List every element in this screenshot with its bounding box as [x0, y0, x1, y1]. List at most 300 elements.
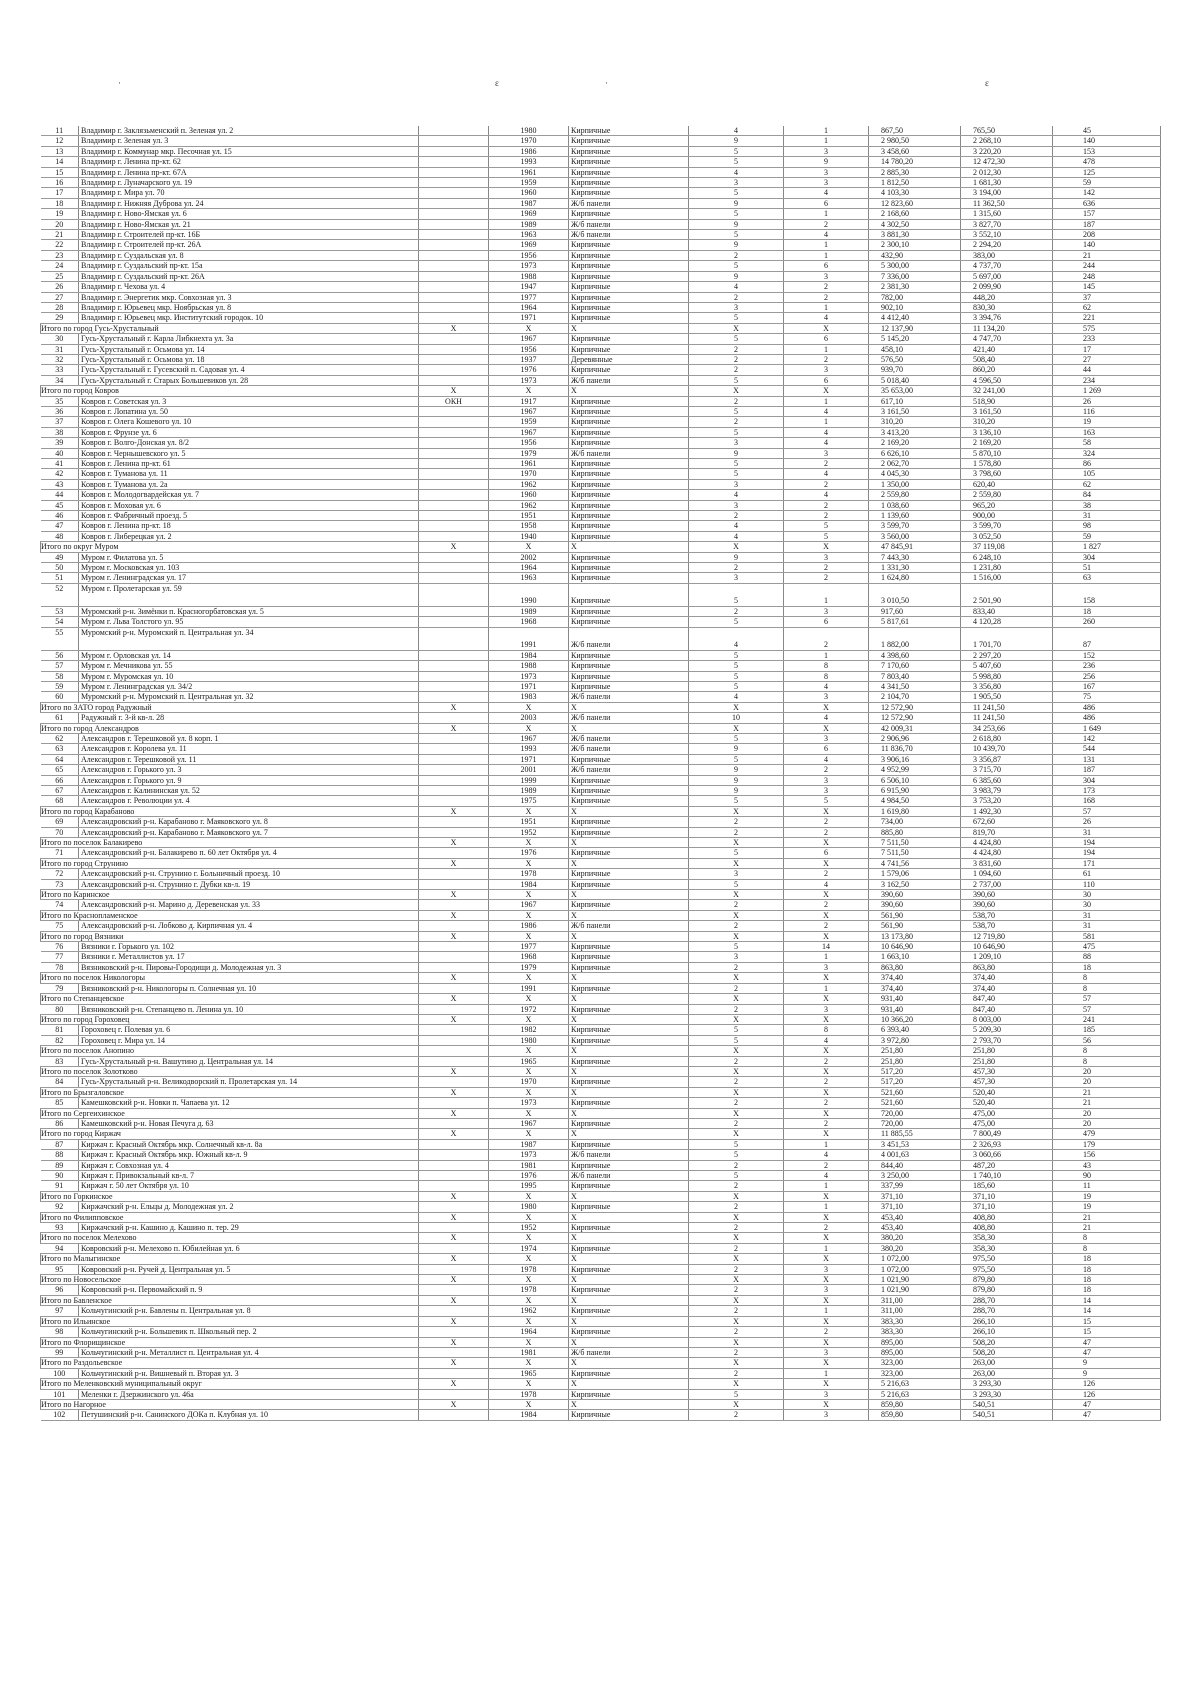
row-number: 100	[41, 1368, 79, 1378]
entrances-cell: 3	[784, 365, 869, 375]
entrances-cell: 6	[784, 375, 869, 385]
address-cell: Александров г. Королева ул. 11	[79, 744, 419, 754]
year-cell: X	[489, 386, 569, 396]
entrances-cell: 3	[784, 733, 869, 743]
entrances-cell: 4	[784, 879, 869, 889]
heritage-cell: X	[419, 838, 489, 848]
floors-cell: X	[689, 1212, 784, 1222]
address-cell: Ковровский р-н. Мелехово п. Юбилейная ул. 6	[79, 1243, 419, 1253]
residents-cell: 63	[1053, 573, 1161, 583]
floors-cell: 2	[689, 1077, 784, 1087]
year-cell: X	[489, 910, 569, 920]
address-cell: Гусь-Хрустальный г. Старых Большевиков ул. 28	[79, 375, 419, 385]
table-row	[41, 617, 1161, 627]
residents-cell: 31	[1053, 511, 1161, 521]
floors-cell: 9	[689, 744, 784, 754]
year-cell: 1984	[489, 879, 569, 889]
material-cell: Кирпичные	[569, 1077, 689, 1087]
floors-cell: 2	[689, 1327, 784, 1337]
table-row	[41, 765, 1161, 775]
year-cell: 1967	[489, 1118, 569, 1128]
material-cell: Кирпичные	[569, 500, 689, 510]
year-cell: X	[489, 994, 569, 1004]
material-cell: Кирпичные	[569, 671, 689, 681]
living-area-cell: 3 293,30	[961, 1379, 1053, 1389]
residents-cell: 18	[1053, 1264, 1161, 1274]
address-cell: Камешковский р-н. Новая Печуга д. 63	[79, 1118, 419, 1128]
row-number: 28	[41, 302, 79, 312]
year-cell: 1965	[489, 1056, 569, 1066]
table-row	[41, 606, 1161, 616]
year-cell: 1967	[489, 334, 569, 344]
total-area-cell: 371,10	[869, 1191, 961, 1201]
table-row	[41, 827, 1161, 837]
year-cell: 1973	[489, 671, 569, 681]
residents-cell: 30	[1053, 900, 1161, 910]
total-area-cell: 311,00	[869, 1306, 961, 1316]
living-area-cell: 3 220,20	[961, 146, 1053, 156]
floors-cell: 2	[689, 1223, 784, 1233]
table-row	[41, 459, 1161, 469]
total-row	[41, 723, 1161, 733]
material-cell: X	[569, 838, 689, 848]
residents-cell: 544	[1053, 744, 1161, 754]
year-cell: 1983	[489, 692, 569, 702]
floors-cell: X	[689, 973, 784, 983]
total-area-cell: 3 881,30	[869, 230, 961, 240]
year-cell: 1969	[489, 240, 569, 250]
address-cell: Киржач г. Красный Октябрь мкр. Солнечный кв-л. 8а	[79, 1139, 419, 1149]
floors-cell: 9	[689, 552, 784, 562]
entrances-cell: 8	[784, 671, 869, 681]
floors-cell: X	[689, 1087, 784, 1097]
total-area-cell: 4 341,50	[869, 681, 961, 691]
table-row	[41, 671, 1161, 681]
address-cell: Александровский р-н. Струнино г. Дубки кв-л. 19	[79, 879, 419, 889]
scan-mark: ε	[985, 78, 989, 88]
year-cell: 1993	[489, 744, 569, 754]
year-cell: 1959	[489, 417, 569, 427]
heritage-cell: X	[419, 994, 489, 1004]
entrances-cell: 3	[784, 962, 869, 972]
entrances-cell: 6	[784, 198, 869, 208]
total-area-cell: 5 145,20	[869, 334, 961, 344]
table-row	[41, 817, 1161, 827]
year-cell: X	[489, 1337, 569, 1347]
material-cell: Кирпичные	[569, 126, 689, 136]
total-area-cell: 895,00	[869, 1337, 961, 1347]
material-cell: Кирпичные	[569, 869, 689, 879]
heritage-cell	[419, 1223, 489, 1233]
entrances-cell: X	[784, 1129, 869, 1139]
entrances-cell: X	[784, 1212, 869, 1222]
total-area-cell: 517,20	[869, 1066, 961, 1076]
address-cell: Итого по город Александров	[41, 723, 419, 733]
year-cell: X	[489, 890, 569, 900]
address-cell: Ковров г. Моховая ул. 6	[79, 500, 419, 510]
floors-cell: X	[689, 1337, 784, 1347]
heritage-cell: X	[419, 858, 489, 868]
material-cell: Ж/б панели	[569, 713, 689, 723]
table-row	[41, 1098, 1161, 1108]
address-cell: Муром г. Ленинградская ул. 34/2	[79, 681, 419, 691]
year-cell: X	[489, 931, 569, 941]
floors-cell: 9	[689, 198, 784, 208]
address-cell: Итого по город Ковров	[41, 386, 419, 396]
material-cell: Кирпичные	[569, 302, 689, 312]
entrances-cell: 2	[784, 292, 869, 302]
residents-cell: 185	[1053, 1025, 1161, 1035]
floors-cell: 9	[689, 219, 784, 229]
row-number: 72	[41, 869, 79, 879]
table-row	[41, 178, 1161, 188]
year-cell: 1967	[489, 900, 569, 910]
floors-cell: X	[689, 702, 784, 712]
table-row	[41, 1202, 1161, 1212]
residents-cell: 14	[1053, 1306, 1161, 1316]
material-cell: Кирпичные	[569, 1306, 689, 1316]
material-cell: Кирпичные	[569, 396, 689, 406]
heritage-cell	[419, 733, 489, 743]
material-cell: Кирпичные	[569, 952, 689, 962]
floors-cell: 5	[689, 459, 784, 469]
entrances-cell: 2	[784, 765, 869, 775]
residents-cell: 58	[1053, 438, 1161, 448]
row-number: 61	[41, 713, 79, 723]
total-area-cell: 3 451,53	[869, 1139, 961, 1149]
residents-cell: 324	[1053, 448, 1161, 458]
heritage-cell	[419, 448, 489, 458]
table-row	[41, 1077, 1161, 1087]
floors-cell: 5	[689, 583, 784, 606]
residents-cell: 187	[1053, 765, 1161, 775]
table-row	[41, 240, 1161, 250]
floors-cell: 2	[689, 962, 784, 972]
material-cell: Кирпичные	[569, 167, 689, 177]
heritage-cell	[419, 606, 489, 616]
material-cell: Кирпичные	[569, 146, 689, 156]
entrances-cell: 3	[784, 692, 869, 702]
entrances-cell: 3	[784, 606, 869, 616]
address-cell: Гусь-Хрустальный р-н. Великодворский п. Пролетарская ул. 14	[79, 1077, 419, 1087]
table-row	[41, 921, 1161, 931]
heritage-cell	[419, 1098, 489, 1108]
year-cell: 1980	[489, 1202, 569, 1212]
material-cell: Кирпичные	[569, 271, 689, 281]
table-row	[41, 230, 1161, 240]
table-row	[41, 126, 1161, 136]
row-number: 83	[41, 1056, 79, 1066]
row-number: 89	[41, 1160, 79, 1170]
residents-cell: 75	[1053, 692, 1161, 702]
address-cell: Киржач г. Привокзальный кв-л. 7	[79, 1171, 419, 1181]
heritage-cell: X	[419, 1254, 489, 1264]
living-area-cell: 6 385,60	[961, 775, 1053, 785]
row-number: 54	[41, 617, 79, 627]
material-cell: Кирпичные	[569, 521, 689, 531]
year-cell: 1956	[489, 344, 569, 354]
year-cell: X	[489, 806, 569, 816]
residents-cell: 18	[1053, 1285, 1161, 1295]
total-area-cell: 1 072,00	[869, 1254, 961, 1264]
address-cell: Итого по Горкинское	[41, 1191, 419, 1201]
row-number: 91	[41, 1181, 79, 1191]
year-cell: 1968	[489, 617, 569, 627]
address-cell: Владимир г. Строителей пр-кт. 26А	[79, 240, 419, 250]
row-number: 52	[41, 583, 79, 606]
total-area-cell: 2 300,10	[869, 240, 961, 250]
living-area-cell: 408,80	[961, 1223, 1053, 1233]
scan-mark: ε	[495, 78, 499, 88]
living-area-cell: 5 407,60	[961, 661, 1053, 671]
entrances-cell: X	[784, 1233, 869, 1243]
table-row	[41, 713, 1161, 723]
total-row	[41, 1087, 1161, 1097]
living-area-cell: 520,40	[961, 1087, 1053, 1097]
table-row	[41, 650, 1161, 660]
address-cell: Александровский р-н. Балакирево п. 60 лет Октября ул. 4	[79, 848, 419, 858]
living-area-cell: 3 831,60	[961, 858, 1053, 868]
year-cell: 1964	[489, 1327, 569, 1337]
floors-cell: X	[689, 806, 784, 816]
total-row	[41, 1212, 1161, 1222]
row-number: 86	[41, 1118, 79, 1128]
table-row	[41, 406, 1161, 416]
heritage-cell	[419, 692, 489, 702]
year-cell: 1976	[489, 365, 569, 375]
living-area-cell: 2 737,00	[961, 879, 1053, 889]
heritage-cell	[419, 573, 489, 583]
entrances-cell: 2	[784, 1056, 869, 1066]
heritage-cell	[419, 775, 489, 785]
residents-cell: 478	[1053, 157, 1161, 167]
address-cell: Владимир г. Юрьевец мкр. Институтский городок. 10	[79, 313, 419, 323]
year-cell: 1947	[489, 282, 569, 292]
total-area-cell: 390,60	[869, 900, 961, 910]
total-area-cell: 2 559,80	[869, 490, 961, 500]
entrances-cell: 2	[784, 573, 869, 583]
entrances-cell: 4	[784, 427, 869, 437]
heritage-cell	[419, 292, 489, 302]
row-number: 79	[41, 983, 79, 993]
residents-cell: 59	[1053, 531, 1161, 541]
floors-cell: X	[689, 890, 784, 900]
floors-cell: 4	[689, 167, 784, 177]
heritage-cell	[419, 1243, 489, 1253]
living-area-cell: 288,70	[961, 1295, 1053, 1305]
table-row	[41, 552, 1161, 562]
total-area-cell: 42 009,31	[869, 723, 961, 733]
residents-cell: 21	[1053, 1212, 1161, 1222]
heritage-cell	[419, 1056, 489, 1066]
floors-cell: 9	[689, 765, 784, 775]
total-area-cell: 859,80	[869, 1410, 961, 1420]
year-cell: 1993	[489, 157, 569, 167]
floors-cell: 5	[689, 188, 784, 198]
row-number: 39	[41, 438, 79, 448]
living-area-cell: 3 060,66	[961, 1150, 1053, 1160]
entrances-cell: 1	[784, 583, 869, 606]
table-row	[41, 344, 1161, 354]
row-number: 68	[41, 796, 79, 806]
residents-cell: 140	[1053, 136, 1161, 146]
floors-cell: 5	[689, 406, 784, 416]
heritage-cell	[419, 146, 489, 156]
entrances-cell: 2	[784, 459, 869, 469]
address-cell: Муромский р-н. Муромский п. Центральная ул. 34	[79, 627, 419, 650]
residents-cell: 486	[1053, 713, 1161, 723]
floors-cell: X	[689, 838, 784, 848]
address-cell: Итого по округ Муром	[41, 542, 419, 552]
residents-cell: 30	[1053, 890, 1161, 900]
entrances-cell: X	[784, 1254, 869, 1264]
living-area-cell: 879,80	[961, 1285, 1053, 1295]
living-area-cell: 457,30	[961, 1077, 1053, 1087]
living-area-cell: 508,20	[961, 1347, 1053, 1357]
row-number: 49	[41, 552, 79, 562]
floors-cell: 10	[689, 713, 784, 723]
living-area-cell: 508,40	[961, 354, 1053, 364]
total-area-cell: 310,20	[869, 417, 961, 427]
entrances-cell: 4	[784, 1171, 869, 1181]
floors-cell: 2	[689, 1160, 784, 1170]
material-cell: X	[569, 1379, 689, 1389]
total-area-cell: 453,40	[869, 1223, 961, 1233]
address-cell: Александровский р-н. Карабаново г. Маяковского ул. 7	[79, 827, 419, 837]
total-area-cell: 35 653,00	[869, 386, 961, 396]
material-cell: Ж/б панели	[569, 744, 689, 754]
year-cell: X	[489, 1212, 569, 1222]
floors-cell: 5	[689, 375, 784, 385]
row-number: 78	[41, 962, 79, 972]
total-row	[41, 1275, 1161, 1285]
table-row	[41, 1243, 1161, 1253]
floors-cell: 2	[689, 1410, 784, 1420]
year-cell: 1987	[489, 198, 569, 208]
living-area-cell: 37 119,08	[961, 542, 1053, 552]
living-area-cell: 965,20	[961, 500, 1053, 510]
heritage-cell	[419, 1327, 489, 1337]
heritage-cell	[419, 282, 489, 292]
entrances-cell: 2	[784, 282, 869, 292]
scan-mark: ·	[605, 78, 608, 88]
table-row	[41, 1150, 1161, 1160]
year-cell: X	[489, 1129, 569, 1139]
residents-cell: 31	[1053, 910, 1161, 920]
year-cell: X	[489, 1358, 569, 1368]
residents-cell: 20	[1053, 1066, 1161, 1076]
residents-cell: 479	[1053, 1129, 1161, 1139]
total-area-cell: 1 882,00	[869, 627, 961, 650]
row-number: 32	[41, 354, 79, 364]
row-number: 63	[41, 744, 79, 754]
total-area-cell: 931,40	[869, 994, 961, 1004]
heritage-cell	[419, 1118, 489, 1128]
living-area-cell: 975,50	[961, 1254, 1053, 1264]
row-number: 34	[41, 375, 79, 385]
address-cell: Муром г. Пролетарская ул. 59	[79, 583, 419, 606]
row-number: 36	[41, 406, 79, 416]
entrances-cell: 1	[784, 1202, 869, 1212]
year-cell: 1964	[489, 302, 569, 312]
table-row	[41, 167, 1161, 177]
entrances-cell: 2	[784, 1098, 869, 1108]
floors-cell: 5	[689, 146, 784, 156]
living-area-cell: 11 362,50	[961, 198, 1053, 208]
heritage-cell	[419, 848, 489, 858]
living-area-cell: 358,30	[961, 1233, 1053, 1243]
total-area-cell: 517,20	[869, 1077, 961, 1087]
address-cell: Владимир г. Ленина пр-кт. 62	[79, 157, 419, 167]
year-cell: 1984	[489, 650, 569, 660]
address-cell: Александров г. Горького ул. 3	[79, 765, 419, 775]
floors-cell: X	[689, 1066, 784, 1076]
address-cell: Вязниковский р-н. Степанцево п. Ленина ул. 10	[79, 1004, 419, 1014]
year-cell: 1967	[489, 406, 569, 416]
address-cell: Муром г. Мечникова ул. 55	[79, 661, 419, 671]
residents-cell: 236	[1053, 661, 1161, 671]
entrances-cell: 4	[784, 188, 869, 198]
floors-cell: 5	[689, 1139, 784, 1149]
floors-cell: 9	[689, 448, 784, 458]
entrances-cell: X	[784, 806, 869, 816]
address-cell: Александров г. Революции ул. 4	[79, 796, 419, 806]
floors-cell: 2	[689, 250, 784, 260]
floors-cell: 2	[689, 292, 784, 302]
heritage-cell	[419, 627, 489, 650]
material-cell: Кирпичные	[569, 827, 689, 837]
material-cell: Ж/б панели	[569, 692, 689, 702]
address-cell: Итого по Нагорное	[41, 1399, 419, 1409]
material-cell: Кирпичные	[569, 344, 689, 354]
year-cell: X	[489, 1087, 569, 1097]
entrances-cell: 1	[784, 1368, 869, 1378]
living-area-cell: 3 715,70	[961, 765, 1053, 775]
year-cell: 1988	[489, 271, 569, 281]
table-row	[41, 1139, 1161, 1149]
table-row	[41, 942, 1161, 952]
total-area-cell: 4 741,56	[869, 858, 961, 868]
living-area-cell: 251,80	[961, 1056, 1053, 1066]
material-cell: Кирпичные	[569, 1202, 689, 1212]
year-cell: 1974	[489, 1243, 569, 1253]
address-cell: Александровский р-н. Марино д. Деревенская ул. 33	[79, 900, 419, 910]
material-cell: Кирпичные	[569, 469, 689, 479]
heritage-cell: X	[419, 910, 489, 920]
total-row	[41, 858, 1161, 868]
total-area-cell: 14 780,20	[869, 157, 961, 167]
row-number: 60	[41, 692, 79, 702]
address-cell: Итого по Раздольевское	[41, 1358, 419, 1368]
heritage-cell	[419, 1347, 489, 1357]
total-area-cell: 782,00	[869, 292, 961, 302]
year-cell: 1980	[489, 126, 569, 136]
address-cell: Вязниковский р-н. Никологоры п. Солнечная ул. 10	[79, 983, 419, 993]
entrances-cell: X	[784, 994, 869, 1004]
table-row	[41, 1368, 1161, 1378]
heritage-cell	[419, 1046, 489, 1056]
floors-cell: 2	[689, 827, 784, 837]
entrances-cell: 2	[784, 900, 869, 910]
living-area-cell: 2 501,90	[961, 583, 1053, 606]
address-cell: Киржач г. Совхозная ул. 4	[79, 1160, 419, 1170]
residents-cell: 21	[1053, 1087, 1161, 1097]
living-area-cell: 4 737,70	[961, 261, 1053, 271]
total-row	[41, 1399, 1161, 1409]
material-cell: Кирпичные	[569, 1327, 689, 1337]
floors-cell: 2	[689, 1285, 784, 1295]
row-number: 26	[41, 282, 79, 292]
